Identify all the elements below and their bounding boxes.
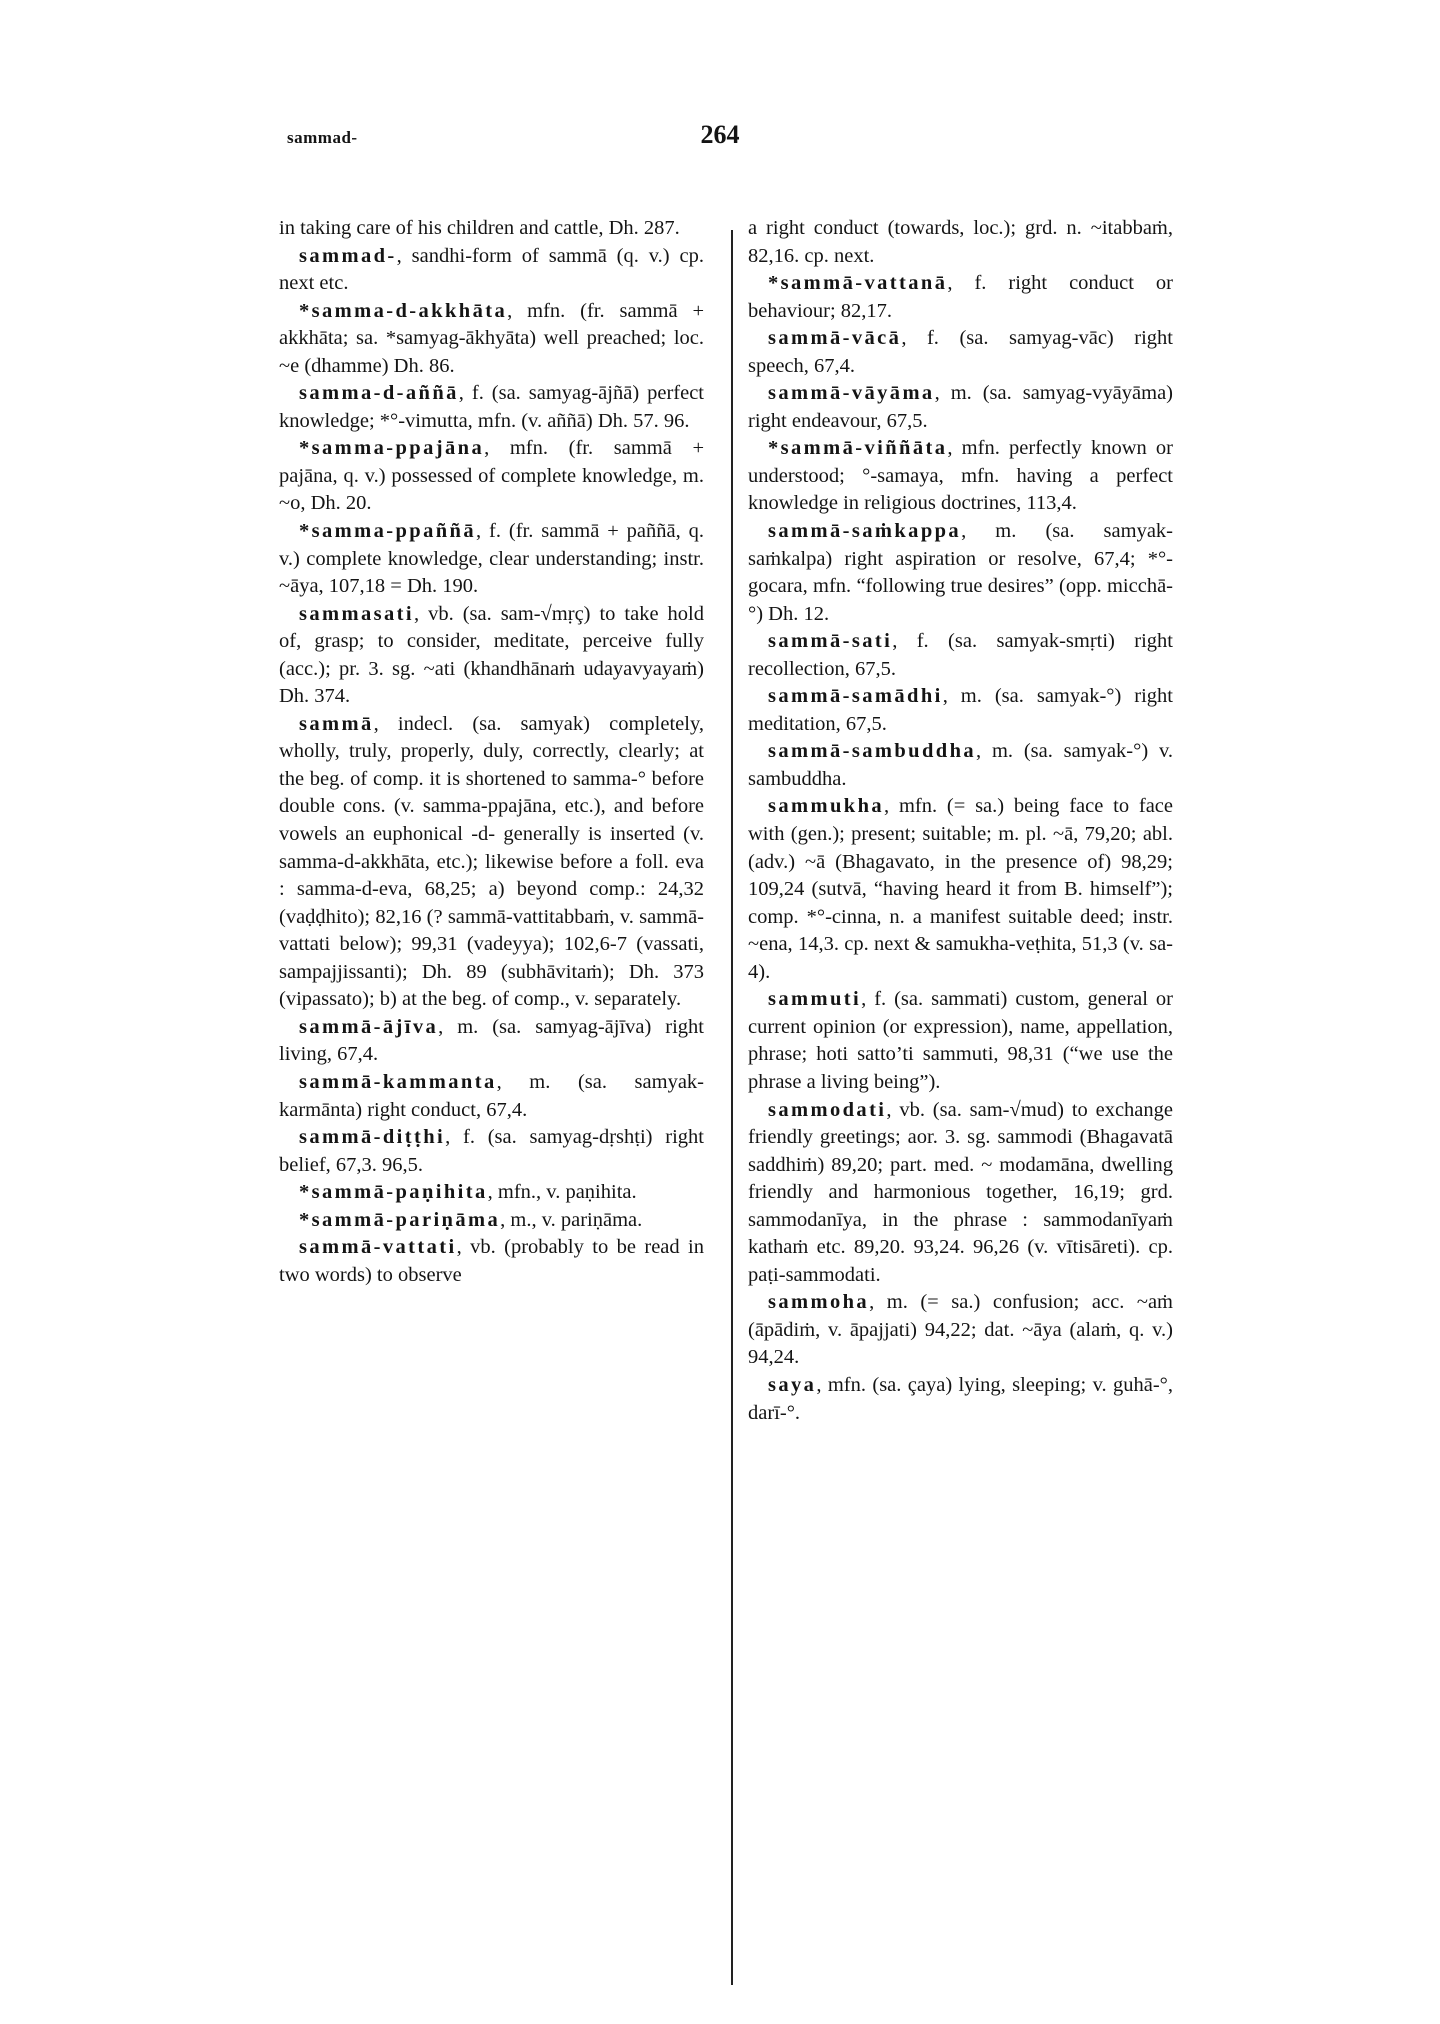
entry-definition: , f. (fr. sammā + paññā, q. v.) complete knowledge, clear understanding; instr. ~āya, 107,18 = Dh. 190.	[279, 520, 704, 598]
dictionary-entry	[279, 243, 704, 298]
dictionary-entry	[279, 435, 704, 518]
entry-headword: sammā-vāyāma	[768, 382, 935, 405]
entry-headword: sammā-kammanta	[299, 1070, 497, 1093]
dictionary-entry	[748, 683, 1173, 738]
dictionary-entry	[748, 325, 1173, 380]
entry-definition: , vb. (sa. sam-√mṛç) to take hold of, grasp; to consider, meditate, perceive fully (acc.); pr. 3. sg. ~ati (khandhānaṁ udayavyayaṁ) Dh. 374.	[279, 602, 704, 708]
dictionary-entry	[279, 1014, 704, 1069]
entry-definition: , sandhi-form of sammā (q. v.) cp. next etc.	[279, 244, 704, 295]
entry-headword: *samma-d-akkhāta	[299, 299, 508, 322]
dictionary-entry	[279, 1207, 704, 1235]
page-number: 264	[700, 120, 740, 149]
entry-headword: sammā-sambuddha	[768, 740, 977, 763]
dictionary-entry	[748, 518, 1173, 628]
entry-headword: sammukha	[768, 795, 885, 818]
entry-definition: , mfn. (fr. sammā + akkhāta; sa. *samyag-ākhyāta) well preached; loc. ~e (dhamme) Dh. 86.	[279, 299, 704, 377]
entry-headword: sammā-diṭṭhi	[299, 1126, 446, 1149]
entry-headword: sammā-vācā	[768, 327, 902, 350]
entry-definition: , m. (sa. samyak-karmānta) right conduct, 67,4.	[279, 1070, 704, 1121]
dictionary-entry	[279, 601, 704, 711]
dictionary-entry	[748, 793, 1173, 986]
dictionary-entry	[279, 298, 704, 381]
entry-headword: sammoha	[768, 1291, 870, 1314]
entry-definition: , f. (sa. sammati) custom, general or current opinion (or expression), name, appellation, phrase; hoti satto’ti sammuti, 98,31 (“we use the phrase a living being”).	[748, 988, 1173, 1093]
dictionary-entry	[748, 270, 1173, 325]
column-divider	[731, 230, 733, 1985]
dictionary-entry	[279, 1069, 704, 1124]
dictionary-entry	[748, 1097, 1173, 1290]
dictionary-entry	[279, 215, 704, 243]
dictionary-entry	[279, 711, 704, 1014]
entry-headword: saya	[768, 1373, 817, 1396]
dictionary-entry	[279, 380, 704, 435]
entry-headword: *samma-ppaññā	[299, 520, 477, 543]
entry-definition: , m. (sa. samyag-vyāyāma) right endeavour, 67,5.	[748, 382, 1173, 432]
running-head: sammad-	[287, 128, 358, 147]
entry-definition: , f. right conduct or behaviour; 82,17.	[748, 272, 1173, 322]
dictionary-entry	[748, 986, 1173, 1096]
entry-definition: , mfn. (fr. sammā + pajāna, q. v.) possessed of complete knowledge, m. ~o, Dh. 20.	[279, 437, 704, 515]
dictionary-entry	[748, 738, 1173, 793]
entry-headword: *sammā-paṇihita	[299, 1181, 488, 1204]
entry-definition: , vb. (sa. sam-√mud) to exchange friendly greetings; aor. 3. sg. sammodi (Bhagavatā saddhiṁ) 89,20; part. med. ~ modamāna, dwelling friendly and harmonious together, 16,19; grd. sammodanīya, in the phrase : sammodanīyaṁ kathaṁ etc. 89,20. 93,24. 96,26 (v. vītisāreti). cp. paṭi-sammodati.	[748, 1098, 1173, 1286]
entry-definition: , m. (sa. samyak-°) right meditation, 67,5.	[748, 685, 1173, 735]
entry-definition: , indecl. (sa. samyak) completely, wholly, truly, properly, duly, correctly, clearly; at the beg. of comp. it is shortened to samma-° before double cons. (v. samma-ppajāna, etc.), and before vowels an euphonical -d- generally is inserted (v. samma-d-akkhāta, etc.); likewise before a foll. eva : samma-d-eva, 68,25; a) beyond comp.: 24,32 (vaḍḍhito); 82,16 (? sammā-vattitabbaṁ, v. sammā-vattati below); 99,31 (vadeyya); 102,6-7 (vassati, sampajjissanti); Dh. 89 (subhāvitaṁ); Dh. 373 (vipassato); b) at the beg. of comp., v. separately.	[279, 712, 704, 1011]
left-column	[279, 215, 704, 1289]
entry-headword: sammā-vattati	[299, 1236, 457, 1259]
entry-headword: sammasati	[299, 602, 414, 625]
entry-definition: , mfn. (sa. çaya) lying, sleeping; v. guhā-°, darī-°.	[748, 1373, 1173, 1424]
entry-headword: *sammā-pariṇāma	[299, 1208, 501, 1231]
entry-headword: *samma-ppajāna	[299, 437, 485, 460]
dictionary-entry	[748, 435, 1173, 518]
entry-headword: *sammā-viññāta	[768, 437, 948, 460]
entry-headword: sammā-ājīva	[299, 1015, 439, 1038]
entry-headword: sammā-samādhi	[768, 685, 943, 708]
dictionary-entry	[748, 380, 1173, 435]
entry-definition: in taking care of his children and cattle, Dh. 287.	[279, 217, 680, 239]
entry-definition: , f. (sa. samyak-smṛti) right recollection, 67,5.	[748, 630, 1173, 680]
entry-headword: sammā-sati	[768, 630, 893, 653]
entry-definition: , f. (sa. samyag-ājñā) perfect knowledge; *°-vimutta, mfn. (v. aññā) Dh. 57. 96.	[279, 382, 704, 432]
entry-definition: , m. (sa. samyak-saṁkalpa) right aspiration or resolve, 67,4; *°-gocara, mfn. “following true desires” (opp. micchā-°) Dh. 12.	[748, 520, 1173, 625]
entry-headword: samma-d-aññā	[299, 382, 459, 405]
entry-definition: , mfn. (= sa.) being face to face with (gen.); present; suitable; m. pl. ~ā, 79,20; abl. (adv.) ~ā (Bhagavato, in the presence of) 98,29; 109,24 (sutvā, “having heard it from B. himself”); comp. *°-cinna, n. a manifest suitable deed; instr. ~ena, 14,3. cp. next & samukha-veṭhita, 51,3 (v. sa-4).	[748, 795, 1173, 983]
dictionary-entry	[279, 1124, 704, 1179]
entry-headword: sammodati	[768, 1098, 887, 1121]
entry-definition: , mfn. perfectly known or understood; °-samaya, mfn. having a perfect knowledge in religious doctrines, 113,4.	[748, 437, 1173, 515]
entry-headword: sammā	[299, 712, 374, 735]
dictionary-entry	[748, 628, 1173, 683]
entry-definition: a right conduct (towards, loc.); grd. n. ~itabbaṁ, 82,16. cp. next.	[748, 217, 1173, 267]
entry-definition: , mfn., v. paṇihita.	[487, 1181, 637, 1204]
dictionary-entry	[279, 1234, 704, 1289]
entry-definition: , m. (sa. samyak-°) v. sambuddha.	[748, 740, 1173, 790]
entry-headword: sammuti	[768, 988, 862, 1011]
dictionary-entry	[748, 1372, 1173, 1427]
entry-headword: *sammā-vattanā	[768, 272, 948, 295]
entry-definition: , vb. (probably to be read in two words) to observe	[279, 1236, 704, 1286]
entry-definition: , f. (sa. samyag-dṛshṭi) right belief, 67,3. 96,5.	[279, 1126, 704, 1176]
dictionary-entry	[748, 215, 1173, 270]
entry-headword: sammā-saṁkappa	[768, 520, 962, 543]
dictionary-entry	[279, 518, 704, 601]
entry-definition: , m., v. pariṇāma.	[500, 1208, 643, 1231]
right-column	[748, 215, 1173, 1427]
entry-definition: , f. (sa. samyag-vāc) right speech, 67,4.	[748, 327, 1173, 377]
entry-definition: , m. (sa. samyag-ājīva) right living, 67,4.	[279, 1015, 704, 1066]
entry-headword: sammad-	[299, 244, 397, 267]
dictionary-entry	[279, 1179, 704, 1207]
entry-definition: , m. (= sa.) confusion; acc. ~aṁ (āpādiṁ, v. āpajjati) 94,22; dat. ~āya (alaṁ, q. v.) 94,24.	[748, 1291, 1173, 1369]
dictionary-entry	[748, 1289, 1173, 1372]
